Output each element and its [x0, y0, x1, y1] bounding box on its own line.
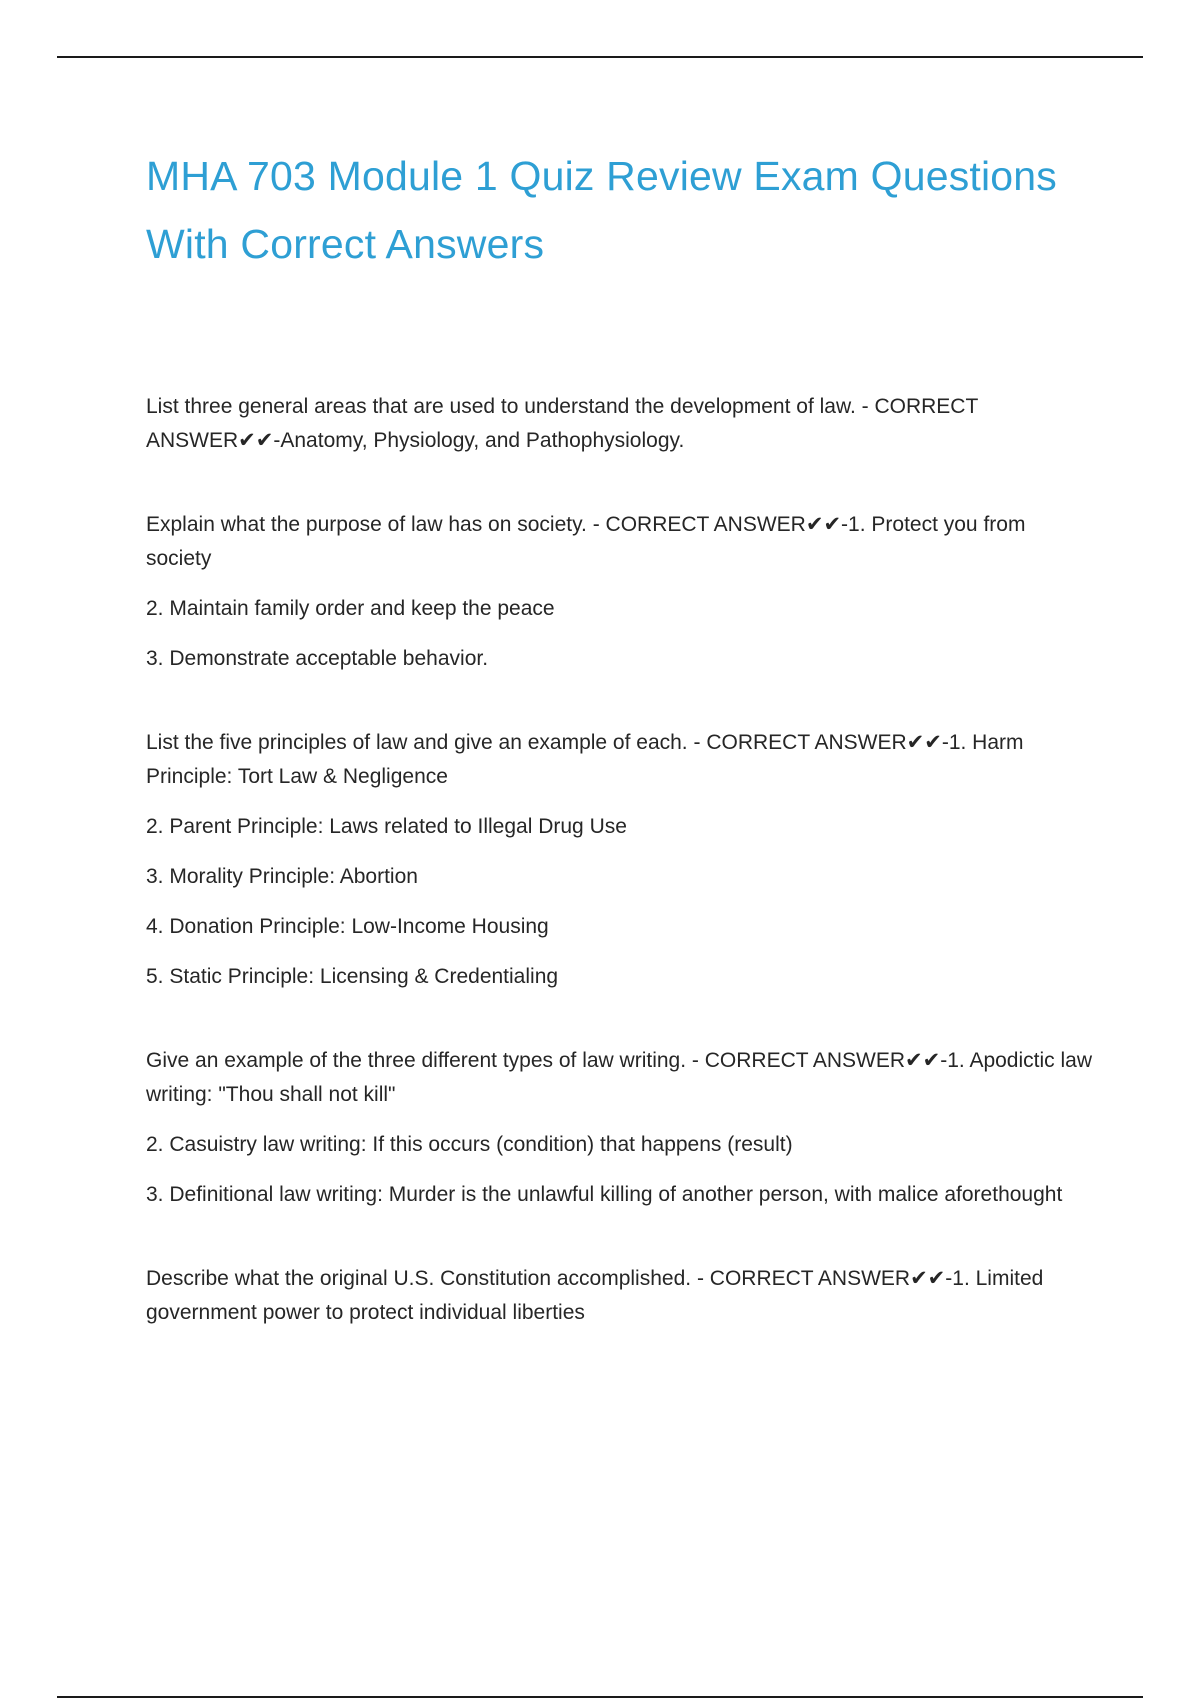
question-text: Explain what the purpose of law has on society.: [146, 513, 587, 536]
qa-list: [146, 390, 1096, 1330]
answer-text: 1. Apodictic law writing: "Thou shall not kill": [146, 1049, 1092, 1106]
answer-text: 1. Limited government power to protect individual liberties: [146, 1267, 1044, 1324]
qa-item: [146, 1044, 1096, 1212]
answer-line: 5. Static Principle: Licensing & Credentialing: [146, 965, 559, 988]
answer-line: 3. Definitional law writing: Murder is the unlawful killing of another person, with malice aforethought: [146, 1183, 1063, 1206]
answer-text: 1. Harm Principle: Tort Law & Negligence: [146, 731, 1024, 788]
answer-line: 4. Donation Principle: Low-Income Housing: [146, 915, 549, 938]
answer-marker: CORRECT ANSWER✔✔: [704, 1049, 941, 1072]
qa-item: [146, 1262, 1096, 1330]
qa-question-paragraph: Explain what the purpose of law has on society. - CORRECT ANSWER✔✔-1. Protect you from society: [146, 513, 1026, 570]
qa-question-paragraph: Describe what the original U.S. Constitution accomplished. - CORRECT ANSWER✔✔-1. Limited government power to protect individual liberties: [146, 1267, 1044, 1324]
answer-marker: CORRECT ANSWER✔✔: [706, 731, 942, 754]
document-title: MHA 703 Module 1 Quiz Review Exam Questions With Correct Answers: [146, 153, 1058, 267]
answer-line: 2. Casuistry law writing: If this occurs (condition) that happens (result): [146, 1133, 793, 1156]
answer-line: 3. Demonstrate acceptable behavior.: [146, 647, 489, 670]
answer-line: 2. Parent Principle: Laws related to Illegal Drug Use: [146, 815, 627, 838]
question-text: List three general areas that are used to understand the development of law.: [146, 395, 856, 418]
answer-marker: CORRECT ANSWER✔✔: [605, 513, 842, 536]
question-text: Describe what the original U.S. Constitution accomplished.: [146, 1267, 692, 1290]
qa-item: [146, 726, 1096, 994]
bottom-rule: [57, 1696, 1143, 1698]
answer-text: 1. Protect you from society: [146, 513, 1026, 570]
qa-question-paragraph: Give an example of the three different types of law writing. - CORRECT ANSWER✔✔-1. Apodictic law writing: "Thou shall not kill": [146, 1049, 1092, 1106]
answer-text: Anatomy, Physiology, and Pathophysiology.: [280, 429, 685, 452]
answer-marker: CORRECT ANSWER✔✔: [709, 1267, 946, 1290]
top-rule: [57, 56, 1143, 58]
qa-item: [146, 390, 1096, 458]
question-text: List the five principles of law and give an example of each.: [146, 731, 688, 754]
qa-item: [146, 508, 1096, 676]
answer-line: 2. Maintain family order and keep the peace: [146, 597, 555, 620]
answer-marker: CORRECT ANSWER✔✔: [146, 395, 978, 452]
document-page: [146, 142, 1096, 1380]
answer-line: 3. Morality Principle: Abortion: [146, 865, 418, 888]
qa-question-paragraph: List the five principles of law and give an example of each. - CORRECT ANSWER✔✔-1. Harm Principle: Tort Law & Negligence: [146, 731, 1024, 788]
question-text: Give an example of the three different types of law writing.: [146, 1049, 687, 1072]
qa-question-paragraph: List three general areas that are used to understand the development of law. - CORRECT ANSWER✔✔-Anatomy, Physiology, and Pathophysiology.: [146, 395, 978, 452]
